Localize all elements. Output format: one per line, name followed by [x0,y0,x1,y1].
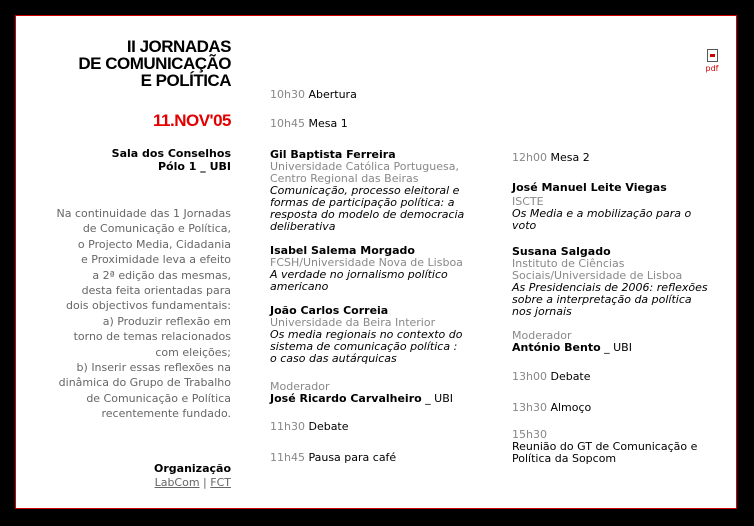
title-line: DE COMUNICAÇÃO [78,54,231,73]
slot-label: Almoço [550,401,592,414]
pdf-document-icon [707,49,718,62]
program-slot [270,89,500,101]
intro-line: torno de temas relacionados [73,330,231,344]
slot-time: 10h45 [270,117,305,130]
slot-label: Debate [308,420,349,433]
intro-line: a 2ª edição das mesmas, [92,268,231,282]
slot-label: Pausa para café [308,451,397,464]
intro-line: de Comunicação e Política [86,391,231,405]
venue [112,147,231,173]
page-title [11,38,231,89]
slot-label: Mesa 2 [550,151,590,164]
moderator-block [512,330,727,354]
speaker-block [270,149,500,233]
moderator-block [270,381,500,405]
fct-link[interactable]: FCT [210,476,231,489]
program-slot [512,152,727,164]
program-slot [512,371,727,383]
slot-label: Abertura [308,88,357,101]
speaker-name: Susana Salgado [512,245,611,258]
page-frame [15,15,737,509]
slot-label: Política da Sopcom [512,452,617,465]
speaker-affiliation: FCSH/Universidade Nova de Lisboa [270,256,463,269]
event-date: 11.NOV'05 [153,111,231,130]
program-slot [270,118,500,130]
intro-line: dinâmica do Grupo de Trabalho [58,376,231,390]
speaker-block [512,246,727,318]
speaker-block [512,182,727,232]
intro-line: recentemente fundado. [101,407,231,421]
organization-label: Organização [154,462,231,475]
title-line: II JORNADAS [126,37,231,56]
intro-line: Na continuidade das 1 Jornadas [56,207,231,220]
slot-label: Debate [550,370,591,383]
program-slot [512,402,727,414]
slot-time: 13h00 [512,370,547,383]
intro-line: o Projecto Media, Cidadania [77,237,231,251]
speaker-affiliation: Universidade da Beira Interior [270,316,436,329]
speaker-affiliation: Sociais/Universidade de Lisboa [512,269,683,282]
intro-text [31,206,231,422]
intro-line: desta feita orientadas para [81,284,231,298]
slot-time: 10h30 [270,88,305,101]
program-slot [270,452,500,464]
moderator-affiliation: _ UBI [421,392,454,405]
program-column-2 [512,152,727,465]
moderator-name: José Ricardo Carvalheiro [270,392,422,405]
program-column-1 [270,89,500,481]
talk-title: As Presidenciais de 2006: reflexões [512,281,708,294]
labcom-link[interactable]: LabCom [154,476,200,489]
speaker-block [270,305,500,365]
title-line: E POLÍTICA [140,71,231,90]
talk-title: Os Media e a mobilização para o [512,207,692,220]
talk-title: Os media regionais no contexto do [270,328,463,341]
intro-line: com eleições; [155,345,231,359]
speaker-name: Isabel Salema Morgado [270,244,415,257]
link-separator: | [199,476,211,489]
venue-line: Sala dos Conselhos [111,147,231,160]
talk-title: Comunicação, processo eleitoral e [270,184,460,197]
slot-time: 15h30 [512,428,547,441]
speaker-affiliation: Centro Regional das Beiras [270,172,419,185]
pdf-label: pdf [705,64,719,73]
slot-time: 11h45 [270,451,305,464]
speaker-affiliation: Instituto de Ciências [512,257,625,270]
pdf-download[interactable] [701,49,723,73]
talk-title: deliberativa [270,220,336,233]
speaker-name: José Manuel Leite Viegas [512,181,667,194]
slot-label: Reunião do GT de Comunicação e [512,440,698,453]
intro-line: a) Produzir reflexão em [102,314,231,328]
talk-title: americano [270,280,329,293]
moderator-label: Moderador [512,329,572,342]
talk-title: sobre a interpretação da política [512,293,692,306]
talk-title: A verdade no jornalismo político [270,268,448,281]
talk-title: sistema de comunicação política : [270,340,458,353]
slot-time: 11h30 [270,420,305,433]
intro-line: b) Inserir essas reflexões na [76,361,231,375]
organization [154,462,231,490]
moderator-affiliation: _ UBI [600,341,632,354]
intro-line: e Proximidade leva a efeito [81,253,231,267]
slot-label: Mesa 1 [308,117,348,130]
speaker-name: João Carlos Correia [270,304,389,317]
talk-title: voto [512,219,537,232]
slot-time: 13h30 [512,401,547,414]
program-slot [512,429,727,465]
moderator-label: Moderador [270,380,330,393]
intro-line: de Comunicação e Política, [82,222,231,236]
slot-time: 12h00 [512,151,547,164]
speaker-name: Gil Baptista Ferreira [270,148,396,161]
program-slot [270,421,500,433]
speaker-affiliation: Universidade Católica Portuguesa, [270,160,459,173]
talk-title: formas de participação política: a [270,196,455,209]
talk-title: nos jornais [512,305,572,318]
talk-title: resposta do modelo de democracia [270,208,465,221]
speaker-affiliation: ISCTE [512,195,544,208]
intro-line: dois objectivos fundamentais: [66,299,231,313]
venue-line: Pólo 1 _ UBI [158,160,231,173]
moderator-name: António Bento [512,341,601,354]
speaker-block [270,245,500,293]
talk-title: o caso das autárquicas [270,352,397,365]
